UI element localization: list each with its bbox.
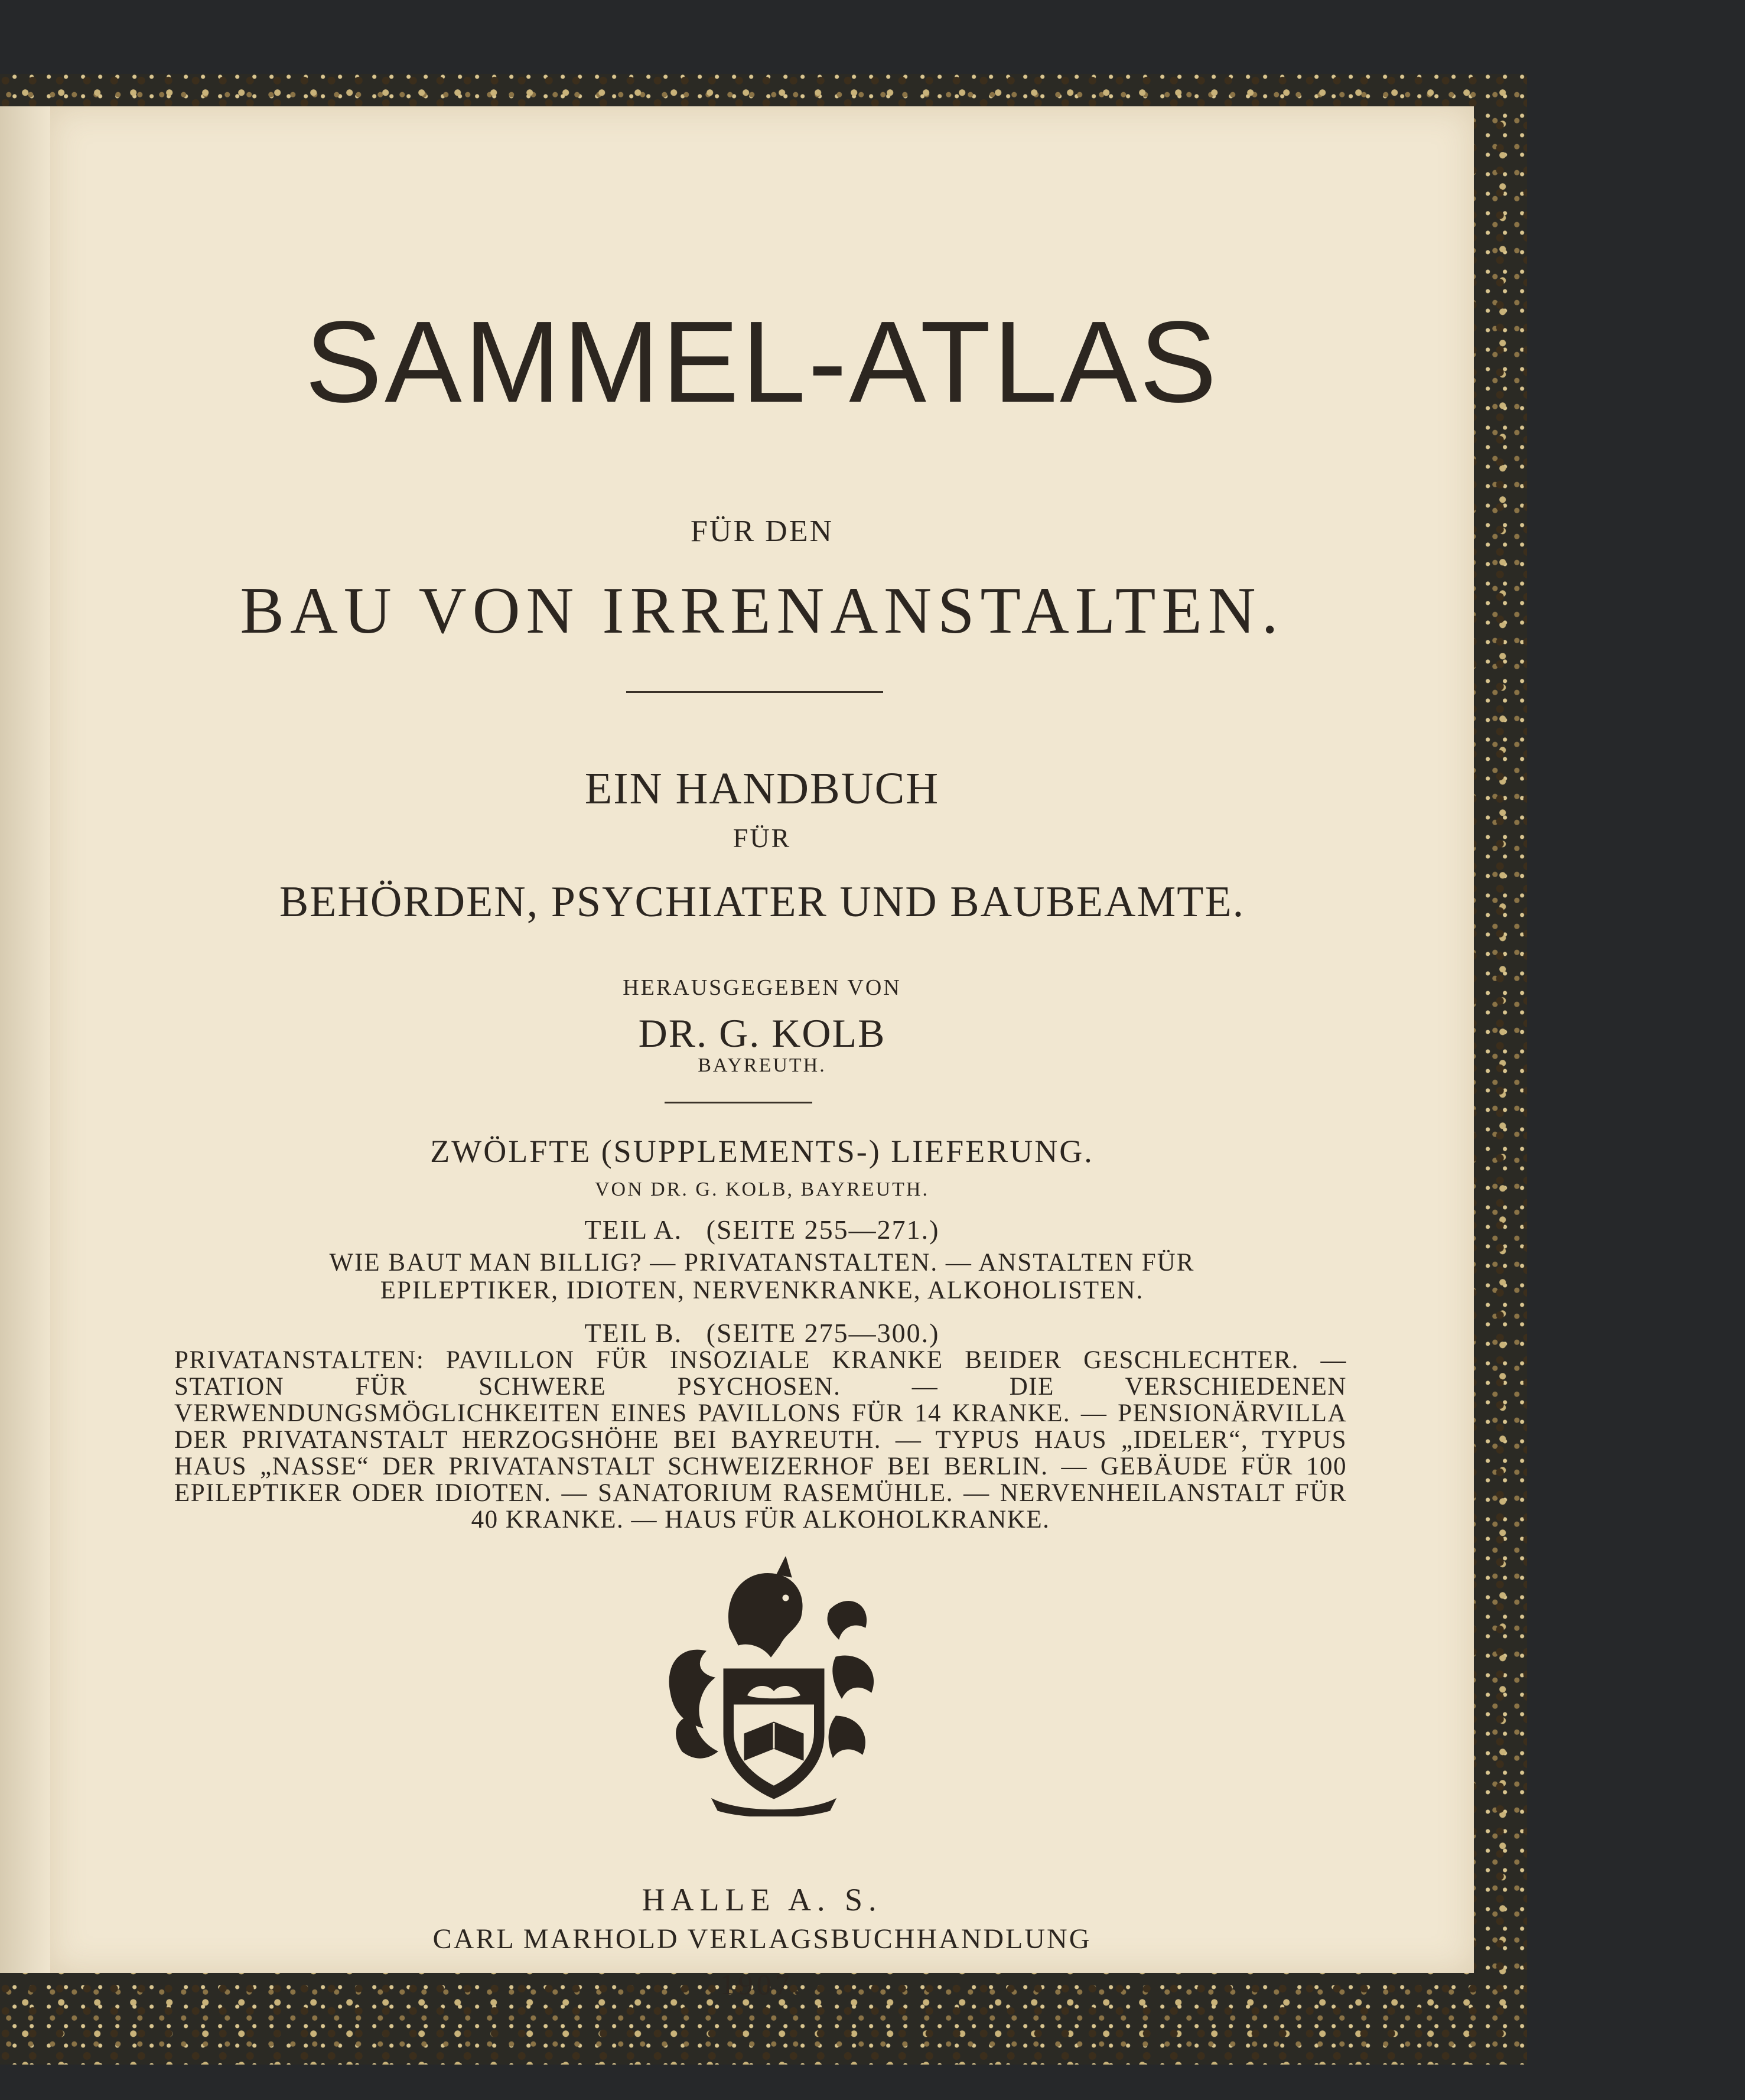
publisher-name: CARL MARHOLD VERLAGSBUCHHANDLUNG <box>432 1923 1092 1955</box>
editor-label: HERAUSGEGEBEN VON <box>623 975 901 1000</box>
part-b-heading: TEIL B. (SEITE 275—300.) <box>584 1318 940 1348</box>
title-connector: FÜR DEN <box>690 515 834 548</box>
part-a-line-1: WIE BAUT MAN BILLIG? — PRIVATANSTALTEN. — ANSTALTEN FÜR <box>329 1249 1195 1277</box>
audience-connector: FÜR <box>732 823 792 853</box>
divider-rule-small <box>665 1102 812 1103</box>
issue-title: ZWÖLFTE (SUPPLEMENTS-) LIEFERUNG. <box>430 1134 1094 1169</box>
publication-place: HALLE A. S. <box>642 1882 883 1917</box>
author-name: DR. G. KOLB <box>638 1011 886 1056</box>
audience-line: BEHÖRDEN, PSYCHIATER UND BAUBEAMTE. <box>279 878 1245 926</box>
author-place: BAYREUTH. <box>698 1054 826 1076</box>
book-subject: BAU VON IRRENANSTALTEN. <box>240 574 1284 647</box>
issue-author: VON DR. G. KOLB, BAYREUTH. <box>595 1178 929 1200</box>
part-a-heading: TEIL A. (SEITE 255—271.) <box>584 1215 940 1245</box>
part-b-contents: PRIVATANSTALTEN: PAVILLON FÜR INSOZIALE KRANKE BEIDER GESCHLECHTER. — STATION FÜR SCHWERE PSYCHOSEN. — DIE VERSCHIEDENEN VERWENDUNGSMÖGLICHKEITEN EINES PAVILLONS FÜR 14 KRANKE. — PENSIONÄRVILLA DER PRIVATANSTALT HERZOGSHÖHE BEI BAYREUTH. — TYPUS HAUS „IDELER“, TYPUS HAUS „NASSE“ DER PRIVATANSTALT SCHWEIZERHOF BEI BERLIN. — GEBÄUDE FÜR 100 EPILEPTIKER ODER IDIOTEN. — SANATORIUM RASEMÜHLE. — NERVENHEILANSTALT FÜR 40 KRANKE. — HAUS FÜR ALKOHOLKRANKE. <box>174 1346 1347 1534</box>
handbook-label: EIN HANDBUCH <box>584 764 940 813</box>
publication-year: 1907. <box>720 1968 805 2001</box>
part-a-line-2: EPILEPTIKER, IDIOTEN, NERVENKRANKE, ALKOHOLISTEN. <box>380 1277 1144 1304</box>
left-page-edge <box>0 106 50 1973</box>
divider-rule <box>626 691 883 693</box>
publisher-crest-icon <box>659 1557 883 1816</box>
title-page <box>50 106 1474 2001</box>
book-title: SAMMEL-ATLAS <box>305 297 1219 426</box>
